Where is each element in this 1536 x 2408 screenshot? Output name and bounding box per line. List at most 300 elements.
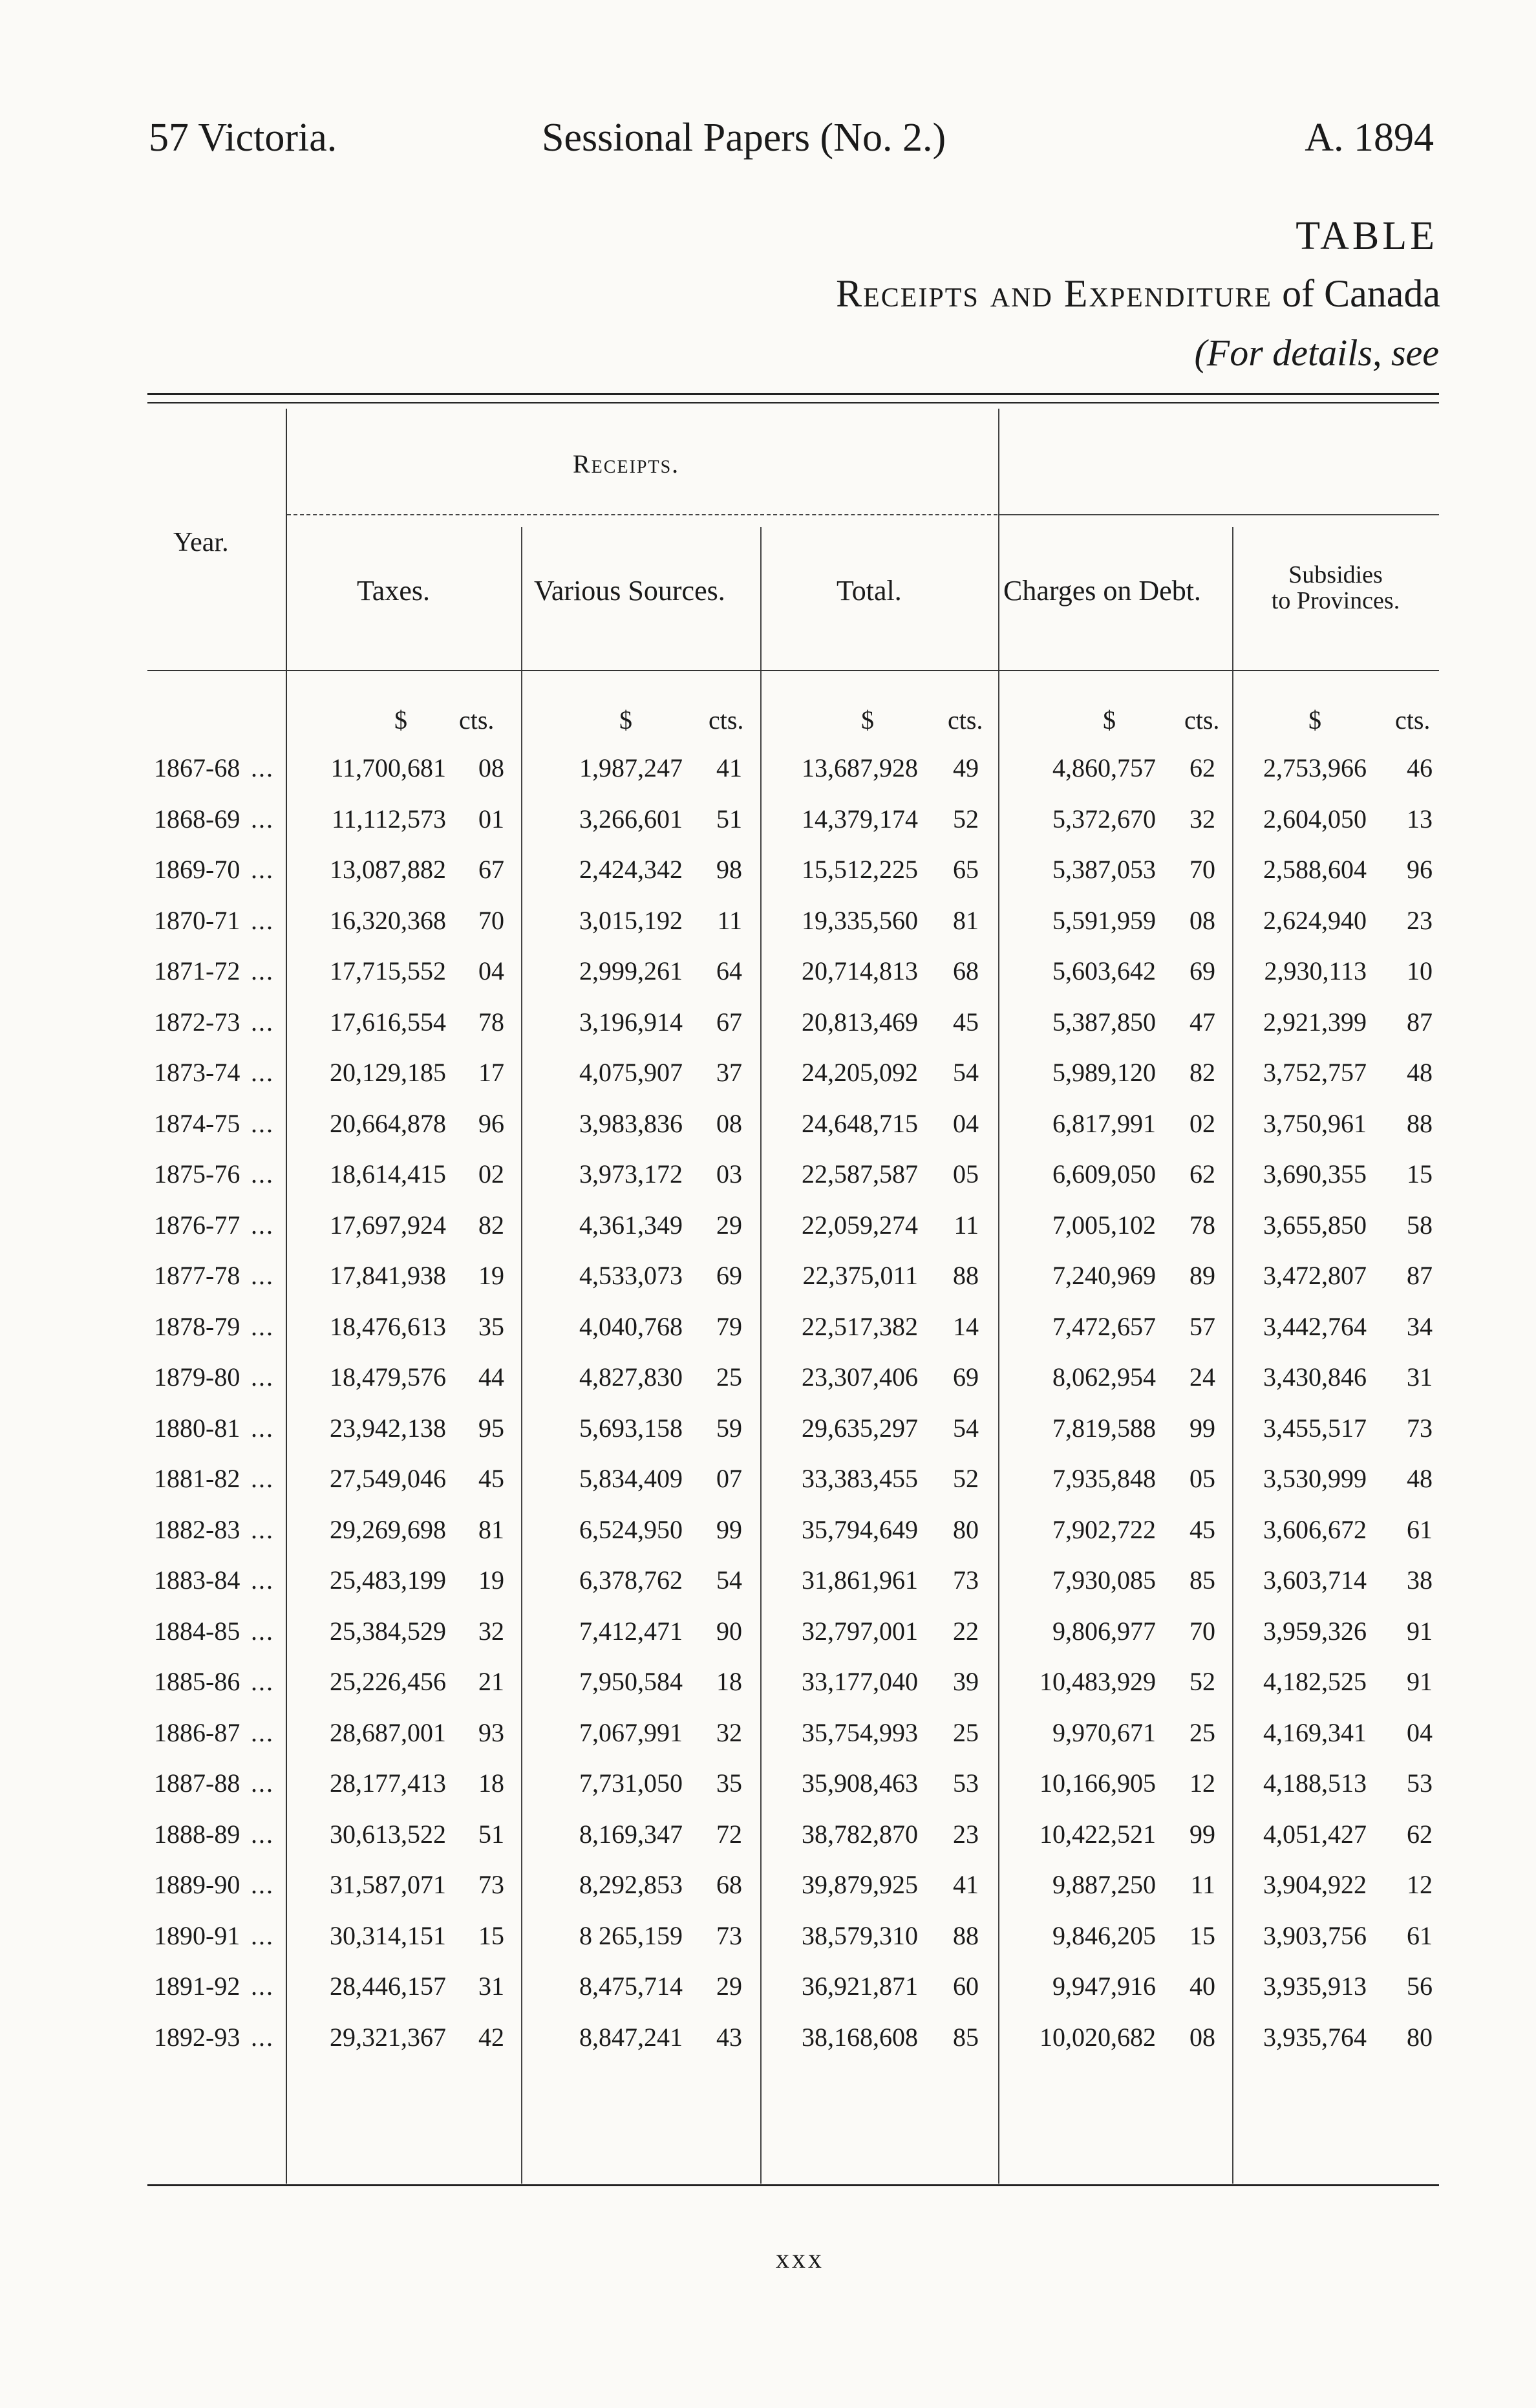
running-header-center: Sessional Papers (No. 2.) — [542, 116, 946, 160]
row-total-cents: 88 — [953, 1261, 979, 1290]
row-debt-dollars: 7,902,722 — [1052, 1514, 1156, 1544]
row-subsidies-dollars: 3,904,922 — [1263, 1870, 1367, 1899]
row-various-cents: 43 — [716, 2022, 742, 2052]
row-subsidies-cents: 61 — [1407, 1514, 1433, 1544]
row-subsidies-dollars: 3,655,850 — [1263, 1210, 1367, 1240]
row-debt-dollars: 6,609,050 — [1052, 1159, 1156, 1188]
row-taxes-cents: 45 — [478, 1464, 504, 1493]
table-row — [0, 2022, 1536, 2072]
row-debt-dollars: 7,005,102 — [1052, 1210, 1156, 1240]
row-debt-dollars: 10,020,682 — [1040, 2022, 1156, 2052]
row-debt-cents: 69 — [1189, 956, 1215, 985]
row-debt-dollars: 10,422,521 — [1040, 1819, 1156, 1849]
row-debt-dollars: 10,483,929 — [1040, 1667, 1156, 1696]
row-various-cents: 54 — [716, 1565, 742, 1595]
row-subsidies-cents: 87 — [1407, 1007, 1433, 1037]
row-leader-dots: ... — [251, 2022, 274, 2052]
row-total-cents: 53 — [953, 1768, 979, 1798]
row-taxes-dollars: 28,177,413 — [330, 1768, 446, 1798]
col-header-year: Year. — [173, 528, 229, 557]
row-various-dollars: 5,693,158 — [579, 1413, 683, 1443]
row-various-cents: 98 — [716, 855, 742, 884]
table-row — [0, 1311, 1536, 1362]
row-subsidies-cents: 48 — [1407, 1058, 1433, 1087]
row-taxes-dollars: 29,321,367 — [330, 2022, 446, 2052]
expenditure-group-rule — [999, 514, 1439, 515]
table-row — [0, 1768, 1536, 1818]
row-taxes-dollars: 30,613,522 — [330, 1819, 446, 1849]
row-total-cents: 04 — [953, 1108, 979, 1138]
row-taxes-cents: 21 — [478, 1667, 504, 1696]
table-row — [0, 1057, 1536, 1108]
row-leader-dots: ... — [251, 1413, 274, 1443]
row-total-dollars: 22,517,382 — [802, 1311, 918, 1341]
row-taxes-cents: 04 — [478, 956, 504, 985]
row-taxes-cents: 01 — [478, 804, 504, 833]
row-debt-cents: 62 — [1189, 1159, 1215, 1188]
row-debt-dollars: 7,819,588 — [1052, 1413, 1156, 1443]
row-leader-dots: ... — [251, 1819, 274, 1849]
row-total-cents: 68 — [953, 956, 979, 985]
row-total-cents: 49 — [953, 753, 979, 782]
row-total-dollars: 24,648,715 — [802, 1108, 918, 1138]
row-various-dollars: 1,987,247 — [579, 753, 683, 782]
row-various-cents: 25 — [716, 1362, 742, 1392]
table-row — [0, 1920, 1536, 1971]
row-various-dollars: 2,424,342 — [579, 855, 683, 884]
row-subsidies-cents: 96 — [1407, 855, 1433, 884]
row-subsidies-cents: 38 — [1407, 1565, 1433, 1595]
row-various-cents: 37 — [716, 1058, 742, 1087]
row-various-dollars: 8,292,853 — [579, 1870, 683, 1899]
row-subsidies-cents: 80 — [1407, 2022, 1433, 2052]
row-leader-dots: ... — [251, 1717, 274, 1747]
row-various-dollars: 8,475,714 — [579, 1972, 683, 2001]
row-various-dollars: 6,524,950 — [579, 1514, 683, 1544]
col-header-total: Total. — [837, 575, 902, 607]
table-subtitle — [836, 272, 1440, 316]
row-total-cents: 54 — [953, 1413, 979, 1443]
row-debt-dollars: 5,603,642 — [1052, 956, 1156, 985]
row-subsidies-cents: 10 — [1407, 956, 1433, 985]
row-debt-cents: 89 — [1189, 1261, 1215, 1290]
row-year: 1883-84 — [154, 1565, 240, 1595]
row-various-dollars: 8 265,159 — [579, 1920, 683, 1950]
row-total-dollars: 38,579,310 — [802, 1920, 918, 1950]
row-subsidies-dollars: 3,750,961 — [1263, 1108, 1367, 1138]
row-leader-dots: ... — [251, 1972, 274, 2001]
row-year: 1888-89 — [154, 1819, 240, 1849]
row-year: 1875-76 — [154, 1159, 240, 1188]
row-year: 1885-86 — [154, 1667, 240, 1696]
row-taxes-cents: 17 — [478, 1058, 504, 1087]
row-various-dollars: 7,067,991 — [579, 1717, 683, 1747]
units-total-cents: cts. — [948, 705, 983, 735]
row-debt-cents: 52 — [1189, 1667, 1215, 1696]
row-total-dollars: 19,335,560 — [802, 905, 918, 935]
row-debt-dollars: 9,846,205 — [1052, 1920, 1156, 1950]
row-total-dollars: 24,205,092 — [802, 1058, 918, 1087]
row-various-cents: 90 — [716, 1616, 742, 1646]
row-debt-cents: 62 — [1189, 753, 1215, 782]
row-total-dollars: 22,375,011 — [802, 1261, 918, 1290]
row-total-cents: 60 — [953, 1972, 979, 2001]
row-taxes-dollars: 11,700,681 — [330, 753, 446, 782]
row-debt-cents: 47 — [1189, 1007, 1215, 1037]
row-taxes-cents: 81 — [478, 1514, 504, 1544]
row-subsidies-cents: 23 — [1407, 905, 1433, 935]
row-leader-dots: ... — [251, 1159, 274, 1188]
row-subsidies-cents: 46 — [1407, 753, 1433, 782]
row-leader-dots: ... — [251, 1362, 274, 1392]
row-subsidies-dollars: 3,935,913 — [1263, 1972, 1367, 2001]
row-debt-cents: 32 — [1189, 804, 1215, 833]
row-taxes-dollars: 23,942,138 — [330, 1413, 446, 1443]
row-various-dollars: 4,040,768 — [579, 1311, 683, 1341]
row-debt-cents: 08 — [1189, 2022, 1215, 2052]
row-total-dollars: 33,383,455 — [802, 1464, 918, 1493]
running-header-left: 57 Victoria. — [149, 116, 337, 160]
row-various-dollars: 3,973,172 — [579, 1159, 683, 1188]
row-total-cents: 11 — [954, 1210, 979, 1240]
row-various-dollars: 5,834,409 — [579, 1464, 683, 1493]
row-taxes-cents: 15 — [478, 1920, 504, 1950]
row-various-dollars: 2,999,261 — [579, 956, 683, 985]
row-debt-cents: 45 — [1189, 1514, 1215, 1544]
table-row — [0, 854, 1536, 905]
row-subsidies-dollars: 3,455,517 — [1263, 1413, 1367, 1443]
row-various-cents: 08 — [716, 1108, 742, 1138]
top-rule — [147, 393, 1439, 395]
row-total-cents: 73 — [953, 1565, 979, 1595]
row-subsidies-dollars: 3,442,764 — [1263, 1311, 1367, 1341]
row-debt-dollars: 7,935,848 — [1052, 1464, 1156, 1493]
row-year: 1884-85 — [154, 1616, 240, 1646]
table-row — [0, 956, 1536, 1006]
row-various-dollars: 7,731,050 — [579, 1768, 683, 1798]
row-various-dollars: 8,169,347 — [579, 1819, 683, 1849]
row-leader-dots: ... — [251, 1007, 274, 1037]
row-debt-dollars: 9,970,671 — [1052, 1717, 1156, 1747]
row-leader-dots: ... — [251, 1058, 274, 1087]
row-debt-dollars: 6,817,991 — [1052, 1108, 1156, 1138]
row-taxes-dollars: 29,269,698 — [330, 1514, 446, 1544]
row-taxes-dollars: 17,841,938 — [330, 1261, 446, 1290]
units-debt-cents: cts. — [1184, 705, 1220, 735]
row-various-cents: 73 — [716, 1920, 742, 1950]
row-taxes-cents: 19 — [478, 1261, 504, 1290]
row-debt-cents: 99 — [1189, 1413, 1215, 1443]
row-subsidies-cents: 61 — [1407, 1920, 1433, 1950]
row-total-cents: 45 — [953, 1007, 979, 1037]
row-total-cents: 52 — [953, 804, 979, 833]
row-leader-dots: ... — [251, 1108, 274, 1138]
row-taxes-dollars: 17,715,552 — [330, 956, 446, 985]
units-various-dollar: $ — [619, 705, 632, 735]
row-total-cents: 14 — [953, 1311, 979, 1341]
row-subsidies-cents: 48 — [1407, 1464, 1433, 1493]
row-various-dollars: 4,361,349 — [579, 1210, 683, 1240]
row-subsidies-cents: 73 — [1407, 1413, 1433, 1443]
table-row — [0, 1514, 1536, 1565]
row-taxes-cents: 08 — [478, 753, 504, 782]
row-year: 1874-75 — [154, 1108, 240, 1138]
row-total-cents: 41 — [953, 1870, 979, 1899]
row-taxes-cents: 96 — [478, 1108, 504, 1138]
row-debt-cents: 70 — [1189, 855, 1215, 884]
row-total-dollars: 38,782,870 — [802, 1819, 918, 1849]
row-various-cents: 18 — [716, 1667, 742, 1696]
top-rule-second — [147, 402, 1439, 403]
row-various-cents: 32 — [716, 1717, 742, 1747]
row-debt-cents: 99 — [1189, 1819, 1215, 1849]
row-taxes-dollars: 25,226,456 — [330, 1667, 446, 1696]
row-total-cents: 85 — [953, 2022, 979, 2052]
row-total-dollars: 33,177,040 — [802, 1667, 918, 1696]
row-taxes-cents: 93 — [478, 1717, 504, 1747]
row-total-cents: 88 — [953, 1920, 979, 1950]
row-subsidies-dollars: 3,903,756 — [1263, 1920, 1367, 1950]
row-various-cents: 68 — [716, 1870, 742, 1899]
row-year: 1879-80 — [154, 1362, 240, 1392]
row-taxes-cents: 44 — [478, 1362, 504, 1392]
row-taxes-dollars: 11,112,573 — [331, 804, 446, 833]
row-debt-dollars: 4,860,757 — [1052, 753, 1156, 782]
table-title: TABLE — [1296, 214, 1438, 258]
row-total-cents: 69 — [953, 1362, 979, 1392]
row-various-cents: 03 — [716, 1159, 742, 1188]
row-taxes-cents: 19 — [478, 1565, 504, 1595]
row-various-dollars: 3,196,914 — [579, 1007, 683, 1037]
row-subsidies-cents: 34 — [1407, 1311, 1433, 1341]
table-row — [0, 1666, 1536, 1717]
row-subsidies-cents: 12 — [1407, 1870, 1433, 1899]
table-row — [0, 1565, 1536, 1615]
row-taxes-cents: 95 — [478, 1413, 504, 1443]
header-bottom-rule — [147, 670, 1439, 671]
units-subsidies-cents: cts. — [1395, 705, 1431, 735]
row-debt-dollars: 9,806,977 — [1052, 1616, 1156, 1646]
row-debt-dollars: 9,947,916 — [1052, 1972, 1156, 2001]
row-year: 1871-72 — [154, 956, 240, 985]
row-subsidies-dollars: 2,588,604 — [1263, 855, 1367, 884]
row-taxes-dollars: 30,314,151 — [330, 1920, 446, 1950]
row-various-dollars: 3,983,836 — [579, 1108, 683, 1138]
row-total-dollars: 35,908,463 — [802, 1768, 918, 1798]
row-taxes-cents: 73 — [478, 1870, 504, 1899]
row-various-dollars: 4,075,907 — [579, 1058, 683, 1087]
row-various-dollars: 7,950,584 — [579, 1667, 683, 1696]
row-taxes-dollars: 31,587,071 — [330, 1870, 446, 1899]
row-various-cents: 72 — [716, 1819, 742, 1849]
row-taxes-dollars: 25,483,199 — [330, 1565, 446, 1595]
table-row — [0, 1108, 1536, 1159]
row-total-dollars: 39,879,925 — [802, 1870, 918, 1899]
row-leader-dots: ... — [251, 855, 274, 884]
row-debt-dollars: 9,887,250 — [1052, 1870, 1156, 1899]
row-debt-cents: 12 — [1189, 1768, 1215, 1798]
row-leader-dots: ... — [251, 1667, 274, 1696]
row-debt-cents: 57 — [1189, 1311, 1215, 1341]
row-debt-cents: 11 — [1190, 1870, 1215, 1899]
row-debt-dollars: 10,166,905 — [1040, 1768, 1156, 1798]
row-subsidies-cents: 53 — [1407, 1768, 1433, 1798]
row-various-dollars: 6,378,762 — [579, 1565, 683, 1595]
row-total-dollars: 36,921,871 — [802, 1972, 918, 2001]
table-row — [0, 1819, 1536, 1869]
row-subsidies-cents: 87 — [1407, 1261, 1433, 1290]
row-subsidies-dollars: 3,606,672 — [1263, 1514, 1367, 1544]
units-taxes-dollar: $ — [394, 705, 407, 735]
row-taxes-dollars: 27,549,046 — [330, 1464, 446, 1493]
row-year: 1890-91 — [154, 1920, 240, 1950]
row-debt-cents: 25 — [1189, 1717, 1215, 1747]
row-subsidies-dollars: 2,624,940 — [1263, 905, 1367, 935]
row-debt-cents: 02 — [1189, 1108, 1215, 1138]
row-total-dollars: 23,307,406 — [802, 1362, 918, 1392]
row-various-cents: 99 — [716, 1514, 742, 1544]
row-taxes-dollars: 17,616,554 — [330, 1007, 446, 1037]
table-row — [0, 1869, 1536, 1920]
table-row — [0, 1362, 1536, 1412]
row-subsidies-dollars: 3,752,757 — [1263, 1058, 1367, 1087]
row-taxes-dollars: 13,087,882 — [330, 855, 446, 884]
row-taxes-dollars: 20,129,185 — [330, 1058, 446, 1087]
table-row — [0, 1971, 1536, 2021]
row-leader-dots: ... — [251, 1920, 274, 1950]
row-taxes-cents: 51 — [478, 1819, 504, 1849]
row-debt-cents: 08 — [1189, 905, 1215, 935]
col-header-receipts: Receipts. — [573, 449, 680, 478]
row-debt-dollars: 5,989,120 — [1052, 1058, 1156, 1087]
row-subsidies-dollars: 2,921,399 — [1263, 1007, 1367, 1037]
row-total-cents: 22 — [953, 1616, 979, 1646]
col-header-various-sources: Various Sources. — [534, 575, 725, 607]
row-taxes-dollars: 18,479,576 — [330, 1362, 446, 1392]
row-taxes-dollars: 16,320,368 — [330, 905, 446, 935]
row-year: 1873-74 — [154, 1058, 240, 1087]
row-debt-cents: 15 — [1189, 1920, 1215, 1950]
subtitle-of-canada: of Canada — [1282, 272, 1440, 315]
row-various-cents: 67 — [716, 1007, 742, 1037]
row-subsidies-dollars: 3,530,999 — [1263, 1464, 1367, 1493]
col-header-taxes: Taxes. — [357, 575, 430, 607]
units-total-dollar: $ — [861, 705, 874, 735]
row-subsidies-dollars: 3,690,355 — [1263, 1159, 1367, 1188]
row-leader-dots: ... — [251, 1616, 274, 1646]
row-various-cents: 35 — [716, 1768, 742, 1798]
row-debt-cents: 85 — [1189, 1565, 1215, 1595]
row-total-dollars: 29,635,297 — [802, 1413, 918, 1443]
row-year: 1891-92 — [154, 1972, 240, 2001]
row-year: 1876-77 — [154, 1210, 240, 1240]
row-taxes-cents: 18 — [478, 1768, 504, 1798]
row-various-cents: 69 — [716, 1261, 742, 1290]
row-year: 1880-81 — [154, 1413, 240, 1443]
row-year: 1869-70 — [154, 855, 240, 884]
row-year: 1889-90 — [154, 1870, 240, 1899]
row-leader-dots: ... — [251, 1261, 274, 1290]
row-total-cents: 25 — [953, 1717, 979, 1747]
row-debt-cents: 05 — [1189, 1464, 1215, 1493]
row-leader-dots: ... — [251, 1464, 274, 1493]
row-year: 1892-93 — [154, 2022, 240, 2052]
row-debt-dollars: 7,930,085 — [1052, 1565, 1156, 1595]
row-subsidies-dollars: 3,959,326 — [1263, 1616, 1367, 1646]
table-row — [0, 905, 1536, 956]
col-header-charges-on-debt: Charges on Debt. — [1003, 575, 1201, 607]
page-footer: xxx — [776, 2244, 824, 2274]
units-debt-dollar: $ — [1103, 705, 1116, 735]
row-subsidies-cents: 91 — [1407, 1667, 1433, 1696]
row-total-cents: 65 — [953, 855, 979, 884]
table-row — [0, 1717, 1536, 1768]
table-row — [0, 1159, 1536, 1209]
row-various-cents: 07 — [716, 1464, 742, 1493]
row-taxes-cents: 78 — [478, 1007, 504, 1037]
row-subsidies-dollars: 3,472,807 — [1263, 1261, 1367, 1290]
row-year: 1872-73 — [154, 1007, 240, 1037]
row-total-cents: 81 — [953, 905, 979, 935]
row-taxes-cents: 42 — [478, 2022, 504, 2052]
subsidies-line1: Subsidies — [1288, 561, 1383, 588]
receipts-group-rule — [287, 514, 997, 515]
row-subsidies-cents: 56 — [1407, 1972, 1433, 2001]
row-total-dollars: 32,797,001 — [802, 1616, 918, 1646]
row-taxes-dollars: 28,687,001 — [330, 1717, 446, 1747]
table-see-note: (For details, see — [1194, 332, 1439, 374]
row-subsidies-cents: 13 — [1407, 804, 1433, 833]
row-leader-dots: ... — [251, 753, 274, 782]
table-row — [0, 1260, 1536, 1311]
row-subsidies-dollars: 4,051,427 — [1263, 1819, 1367, 1849]
row-taxes-dollars: 18,476,613 — [330, 1311, 446, 1341]
row-debt-dollars: 5,387,053 — [1052, 855, 1156, 884]
row-year: 1867-68 — [154, 753, 240, 782]
row-leader-dots: ... — [251, 905, 274, 935]
row-total-cents: 23 — [953, 1819, 979, 1849]
row-subsidies-dollars: 2,753,966 — [1263, 753, 1367, 782]
table-row — [0, 1463, 1536, 1514]
row-leader-dots: ... — [251, 1311, 274, 1341]
row-total-dollars: 15,512,225 — [802, 855, 918, 884]
row-various-dollars: 7,412,471 — [579, 1616, 683, 1646]
units-taxes-cents: cts. — [459, 705, 495, 735]
row-leader-dots: ... — [251, 956, 274, 985]
row-subsidies-cents: 58 — [1407, 1210, 1433, 1240]
row-debt-dollars: 5,372,670 — [1052, 804, 1156, 833]
row-subsidies-cents: 91 — [1407, 1616, 1433, 1646]
subsidies-line2: to Provinces. — [1271, 586, 1400, 614]
row-subsidies-cents: 88 — [1407, 1108, 1433, 1138]
row-subsidies-cents: 62 — [1407, 1819, 1433, 1849]
row-leader-dots: ... — [251, 804, 274, 833]
row-debt-cents: 40 — [1189, 1972, 1215, 2001]
row-various-cents: 11 — [717, 905, 742, 935]
row-subsidies-cents: 15 — [1407, 1159, 1433, 1188]
row-total-dollars: 20,714,813 — [802, 956, 918, 985]
row-total-dollars: 22,587,587 — [802, 1159, 918, 1188]
row-total-dollars: 22,059,274 — [802, 1210, 918, 1240]
row-subsidies-cents: 04 — [1407, 1717, 1433, 1747]
row-various-cents: 79 — [716, 1311, 742, 1341]
row-total-cents: 39 — [953, 1667, 979, 1696]
row-taxes-cents: 82 — [478, 1210, 504, 1240]
row-subsidies-dollars: 3,430,846 — [1263, 1362, 1367, 1392]
row-debt-cents: 70 — [1189, 1616, 1215, 1646]
units-subsidies-dollar: $ — [1308, 705, 1321, 735]
row-total-dollars: 14,379,174 — [802, 804, 918, 833]
